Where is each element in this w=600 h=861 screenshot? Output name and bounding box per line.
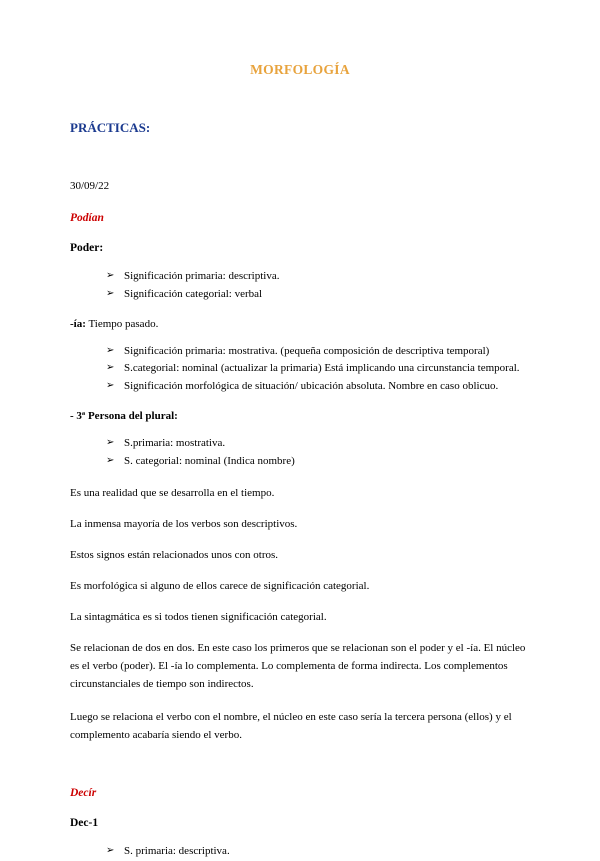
paragraph-5: La sintagmática es si todos tienen significación categorial. bbox=[70, 610, 327, 623]
list-item bbox=[106, 435, 530, 453]
entry-subterm-ia-bold: -ía: bbox=[70, 317, 86, 330]
bullet-list-ia bbox=[70, 343, 530, 396]
list-item bbox=[106, 268, 530, 286]
list-item-label: Significación categorial: verbal bbox=[124, 287, 263, 300]
list-item-label: S. primaria: descriptiva. bbox=[124, 844, 230, 857]
paragraph-2: La inmensa mayoría de los verbos son descriptivos. bbox=[70, 517, 298, 530]
entry-subterm-dec: Dec-1 bbox=[70, 816, 99, 829]
list-item bbox=[106, 453, 530, 471]
bullet-arrow-icon: ➢ bbox=[106, 844, 115, 856]
list-item-label: Significación primaria: descriptiva. bbox=[124, 270, 280, 282]
paragraph-long-2: Luego se relaciona el verbo con el nombre, el núcleo en este caso sería la tercera persona (ellos) y el complemento acabaría siendo el verbo. bbox=[70, 711, 512, 742]
list-item-label: Significación primaria: mostrativa. (pequeña composición de descriptiva temporal) bbox=[124, 344, 490, 357]
bullet-arrow-icon: ➢ bbox=[106, 437, 115, 449]
paragraph-3: Estos signos están relacionados unos con otros. bbox=[70, 548, 279, 561]
entry-subterm-ia bbox=[70, 318, 530, 330]
bullet-arrow-icon: ➢ bbox=[106, 270, 115, 281]
document-title: MORFOLOGÍA bbox=[250, 62, 350, 77]
entry-subterm-poder: Poder: bbox=[70, 242, 104, 254]
entry-term-podian: Podían bbox=[70, 212, 104, 224]
bullet-arrow-icon: ➢ bbox=[106, 362, 115, 374]
bullet-arrow-icon: ➢ bbox=[106, 454, 115, 466]
paragraph-1: Es una realidad que se desarrolla en el tiempo. bbox=[70, 486, 275, 499]
list-item bbox=[106, 286, 530, 304]
list-item bbox=[106, 360, 530, 378]
spacer bbox=[70, 761, 530, 787]
bullet-arrow-icon: ➢ bbox=[106, 380, 115, 392]
list-item-label: Significación morfológica de situación/ ubicación absoluta. Nombre en caso oblicuo. bbox=[124, 380, 499, 393]
bullet-arrow-icon: ➢ bbox=[106, 344, 115, 356]
bullet-arrow-icon: ➢ bbox=[106, 287, 115, 299]
list-item bbox=[106, 843, 530, 861]
list-item-label: S. categorial: nominal (Indica nombre) bbox=[124, 454, 295, 467]
bullet-list-dec bbox=[70, 843, 530, 861]
date-line: 30/09/22 bbox=[70, 180, 110, 192]
entry-term-decir: Decír bbox=[70, 786, 97, 799]
paragraph-4: Es morfológica si alguno de ellos carece de significación categorial. bbox=[70, 579, 370, 592]
list-item bbox=[106, 378, 530, 396]
bullet-list-persona-plural bbox=[70, 435, 530, 471]
entry-subterm-persona-plural: - 3ª Persona del plural: bbox=[70, 410, 178, 423]
section-heading: PRÁCTICAS: bbox=[70, 120, 151, 135]
list-item-label: S.categorial: nominal (actualizar la primaria) Está implicando una circunstancia temporal. bbox=[124, 362, 520, 375]
list-item bbox=[106, 343, 530, 361]
bullet-list-poder bbox=[70, 268, 530, 304]
paragraph-long-1: Se relacionan de dos en dos. En este caso los primeros que se relacionan son el poder y el -ía. El núcleo es el verbo (poder). El -ía lo complementa. Lo complementa de forma indirecta. Los complementos circunstanciales de tiempo son indirectos. bbox=[70, 641, 526, 690]
list-item-label: S.primaria: mostrativa. bbox=[124, 437, 226, 450]
entry-subterm-ia-rest: Tiempo pasado. bbox=[85, 317, 159, 330]
